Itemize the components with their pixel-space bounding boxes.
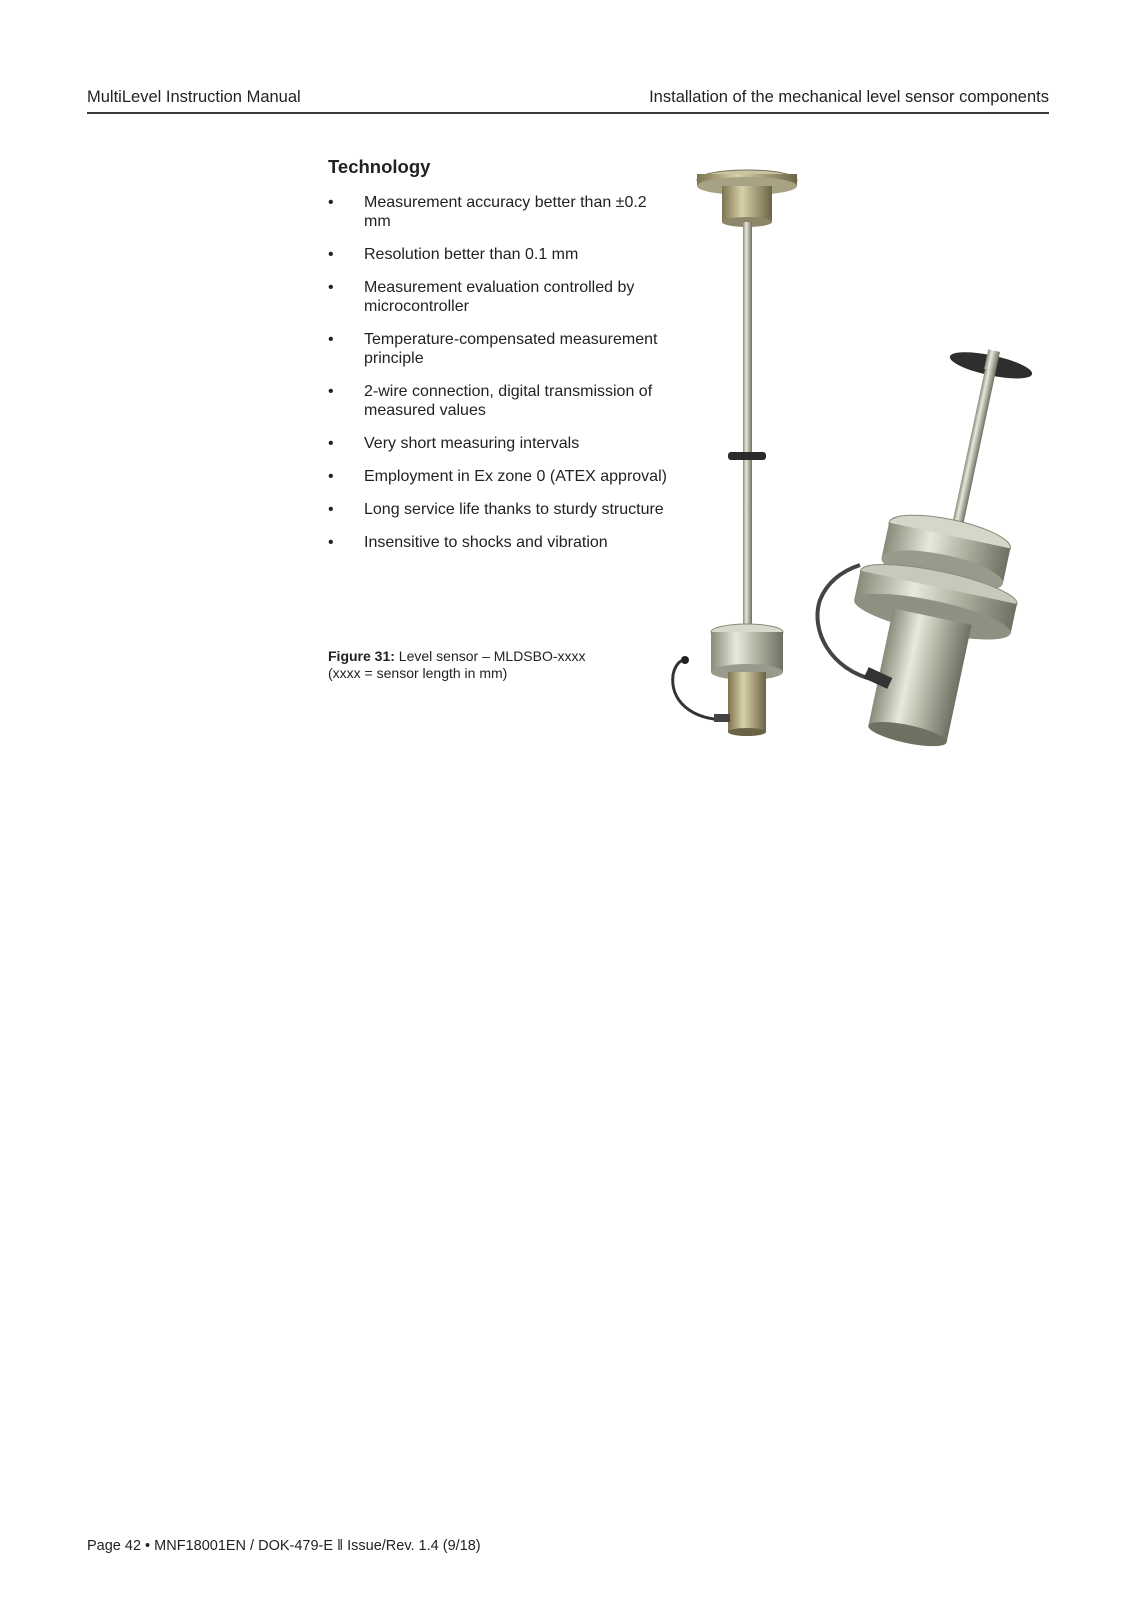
list-item: • Insensitive to shocks and vibration (328, 534, 608, 551)
header-section-title: Installation of the mechanical level sensor components (649, 88, 1049, 106)
level-sensor-photo (670, 160, 1070, 760)
bullet-icon: • (328, 383, 334, 400)
list-item: • 2-wire connection, digital transmission of measured values (328, 383, 653, 419)
list-item: • Temperature-compensated measurement principle (328, 331, 658, 367)
figure-caption (328, 648, 648, 682)
sensor-straight (673, 170, 797, 736)
bullet-icon: • (328, 435, 334, 452)
list-item: • Measurement evaluation controlled by microcontroller (328, 279, 635, 315)
list-item: • Measurement accuracy better than ±0.2 mm (328, 194, 647, 230)
bullet-icon: • (328, 331, 334, 348)
list-item: • Very short measuring intervals (328, 435, 580, 452)
bullet-icon: • (328, 534, 334, 551)
list-item: • Employment in Ex zone 0 (ATEX approval) (328, 468, 667, 485)
bullet-icon: • (328, 501, 334, 518)
page-header (87, 84, 1049, 114)
bullet-icon: • (328, 468, 334, 485)
figure-label: Figure 31: (328, 648, 395, 664)
header-manual-title: MultiLevel Instruction Manual (87, 88, 301, 106)
list-item: • Long service life thanks to sturdy structure (328, 501, 664, 518)
bullet-icon: • (328, 246, 334, 263)
section-heading: Technology (328, 156, 431, 177)
page-footer: Page 42 • MNF18001EN / DOK-479-E ‖ Issue/Rev. 1.4 (9/18) (87, 1538, 481, 1554)
figure-caption-line2: (xxxx = sensor length in mm) (328, 665, 508, 681)
bullet-icon: • (328, 194, 334, 211)
figure-caption-line1: Level sensor – MLDSBO-xxxx (398, 648, 586, 664)
bullet-icon: • (328, 279, 334, 296)
feature-list (328, 193, 668, 566)
sensor-angled (827, 333, 1067, 759)
list-item: • Resolution better than 0.1 mm (328, 246, 579, 263)
